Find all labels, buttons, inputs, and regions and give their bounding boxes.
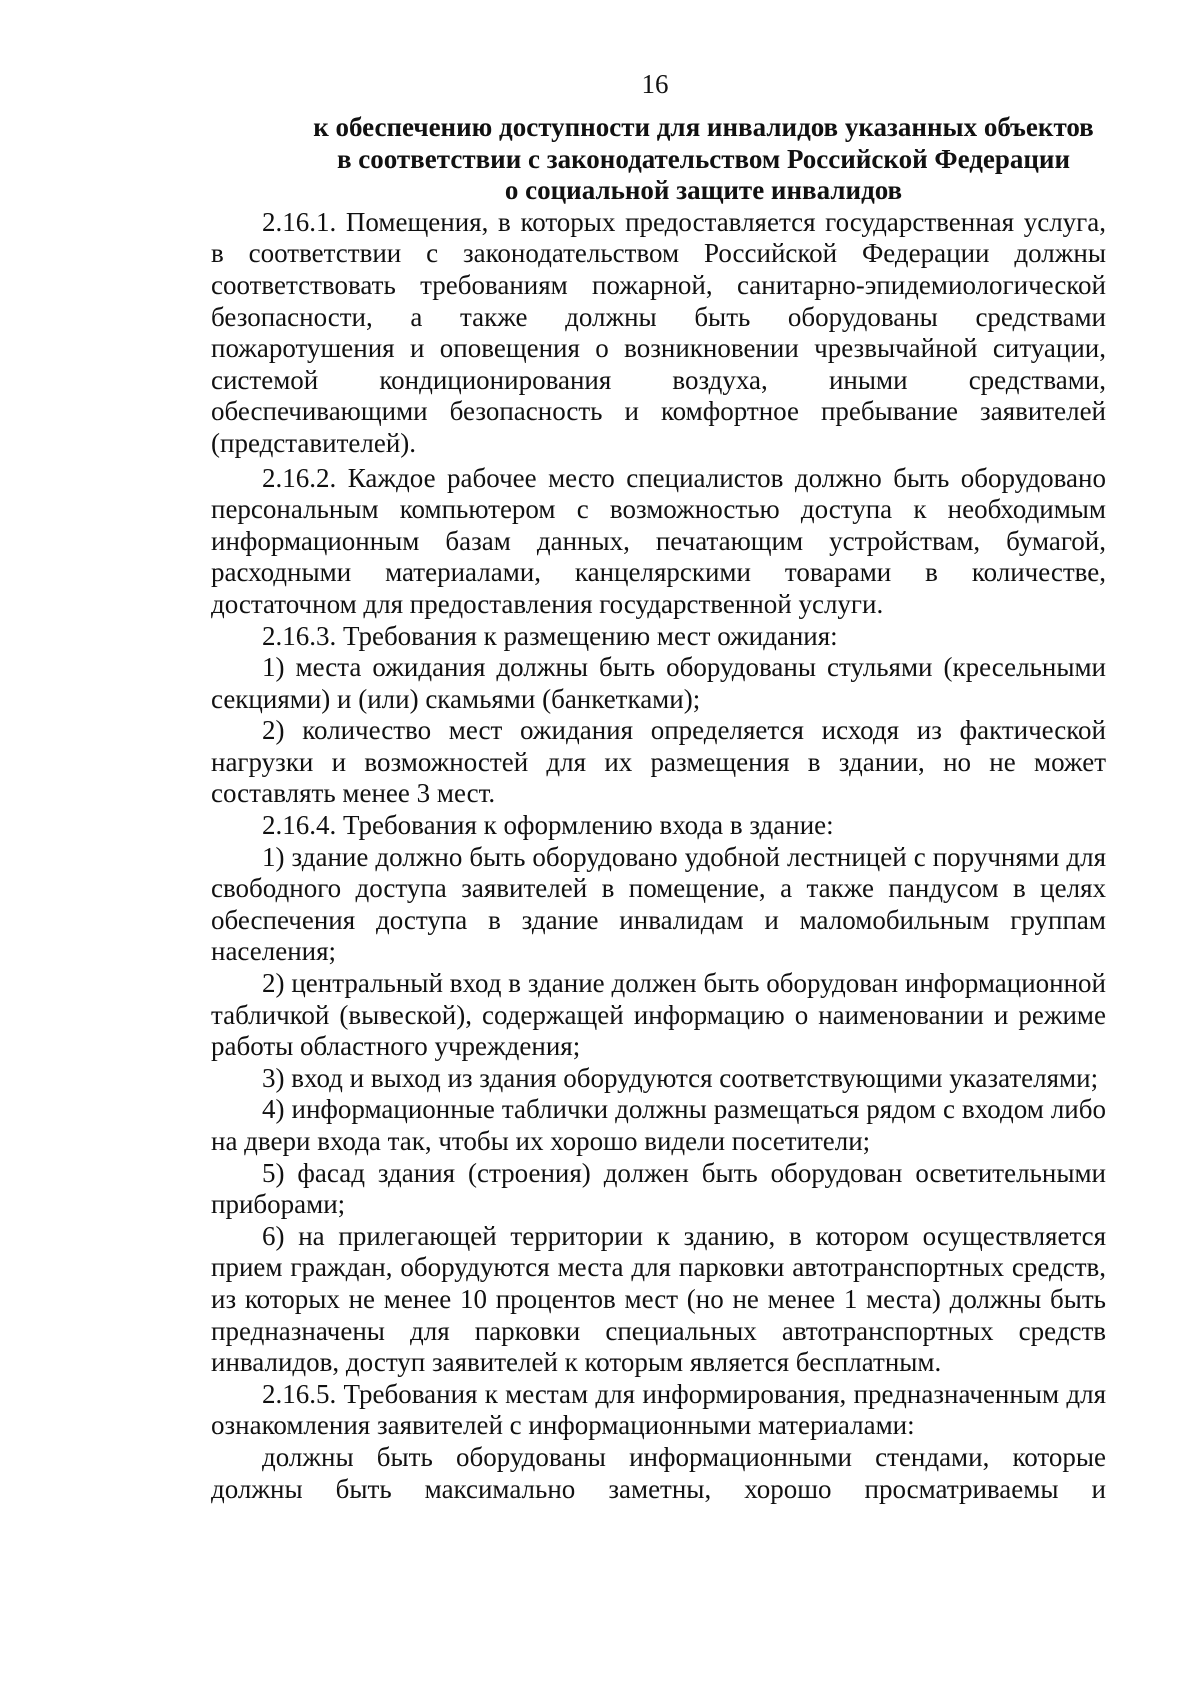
paragraph-2-16-1: 2.16.1. Помещения, в которых предоставляется государственная услуга, в соответствии с законодательством Российской Федерации должны соответствовать требованиям пожарной, санитарно-эпидемиологической безопасности, а также должны быть оборудованы средствами пожаротушения и оповещения о возникновении чрезвычайной ситуации, системой кондиционирования воздуха, иными средствами, обеспечивающими безопасность и комфортное пребывание заявителей (представителей). [211, 206, 1106, 458]
paragraph-2-16-4: 2.16.4. Требования к оформлению входа в здание: [262, 810, 834, 841]
list-item: 1) здание должно быть оборудовано удобной лестницей с поручнями для свободного доступа заявителей в помещение, а также пандусом в целях обеспечения доступа в здание инвалидам и маломобильным группам населения; [211, 841, 1106, 967]
list-item: 1) места ожидания должны быть оборудованы стульями (кресельными секциями) и (или) скамьями (банкетками); [211, 652, 1106, 714]
heading-line: в соответствии с законодательством Российской Федерации [336, 143, 1071, 174]
list-item: 2) количество мест ожидания определяется исходя из фактической нагрузки и возможностей для их размещения в здании, но не может составлять менее 3 мест. [211, 715, 1106, 809]
paragraph-2-16-2: 2.16.2. Каждое рабочее место специалистов должно быть оборудовано персональным компьютером с возможностью доступа к необходимым информационным базам данных, печатающим устройствам, бумагой, расходными материалами, канцелярскими товарами в количестве, достаточном для предоставления государственной услуги. [211, 462, 1106, 619]
list-item: 3) вход и выход из здания оборудуются соответствующими указателями; [262, 1062, 1099, 1093]
heading-line: о социальной защите инвалидов [504, 175, 903, 206]
heading-line: к обеспечению доступности для инвалидов указанных объектов [313, 112, 1094, 142]
page-number: 16 [641, 69, 669, 99]
list-item: 6) на прилегающей территории к зданию, в котором осуществляется прием граждан, оборудуются места для парковки автотранспортных средств, из которых не менее 10 процентов мест (но не менее 1 места) должны быть предназначены для парковки специальных автотранспортных средств инвалидов, доступ заявителей к которым является бесплатным. [211, 1220, 1106, 1378]
list-item: 2) центральный вход в здание должен быть оборудован информационной табличкой (вывеской), содержащей информацию о наименовании и режиме работы областного учреждения; [211, 968, 1106, 1062]
section-heading [211, 112, 1106, 207]
paragraph-2-16-5: 2.16.5. Требования к местам для информирования, предназначенным для ознакомления заявителей с информационными материалами: [211, 1378, 1106, 1441]
paragraph-continuation: должны быть оборудованы информационными стендами, которые должны быть максимально заметны, хорошо просматриваемы и [211, 1441, 1106, 1504]
list-item: 4) информационные таблички должны размещаться рядом с входом либо на двери входа так, чтобы их хорошо видели посетители; [211, 1094, 1106, 1156]
paragraph-2-16-3: 2.16.3. Требования к размещению мест ожидания: [262, 620, 838, 651]
document-body [211, 112, 1106, 1505]
list-item: 5) фасад здания (строения) должен быть оборудован осветительными приборами; [211, 1157, 1106, 1220]
